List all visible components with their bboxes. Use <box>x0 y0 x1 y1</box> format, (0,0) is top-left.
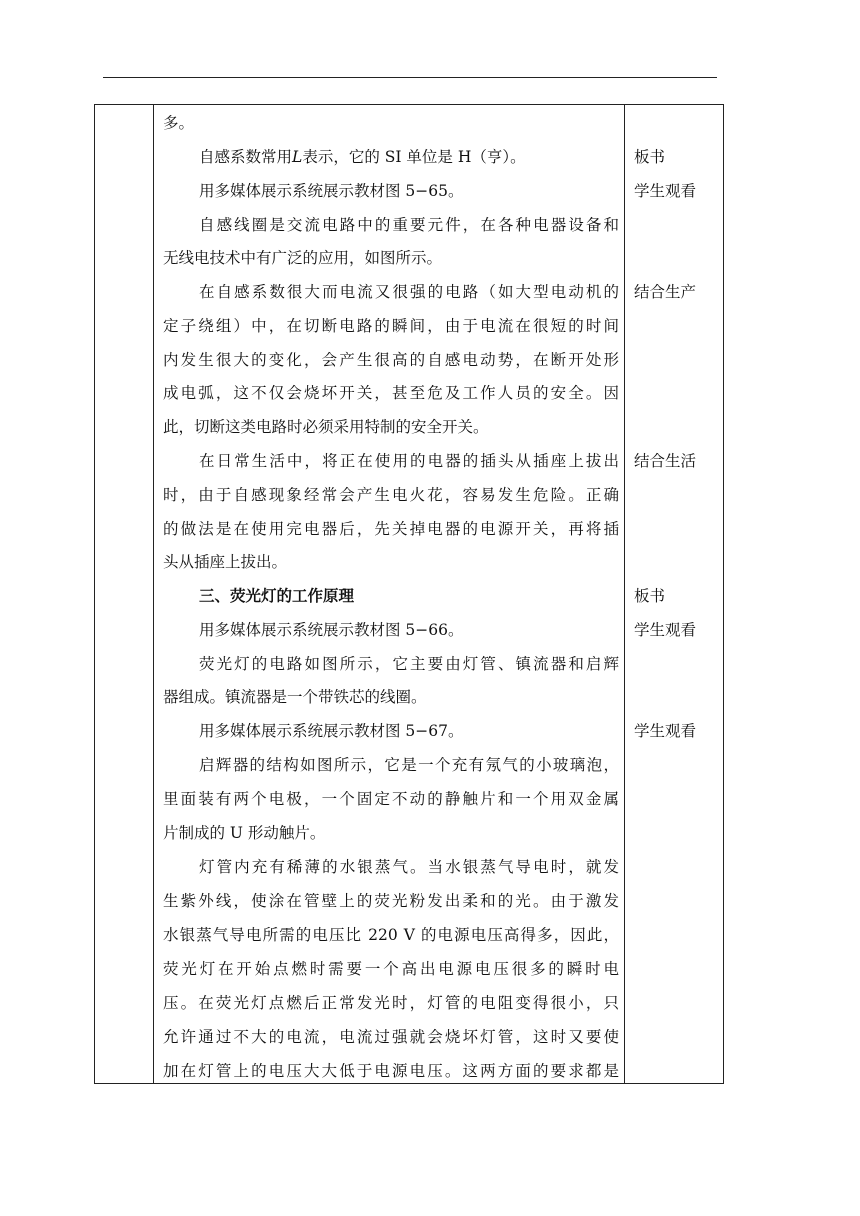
text-line: 此，切断这类电路时必须采用特制的安全开关。 <box>163 418 489 436</box>
text-line: 无线电技术中有广泛的应用，如图所示。 <box>163 249 443 267</box>
note-label: 板书 <box>634 148 666 166</box>
text-line: 荧光灯在开始点燃时需要一个高出电源电压很多的瞬时电 <box>163 960 619 978</box>
text-line: 用多媒体展示系统展示教材图 5−67。 <box>199 722 464 740</box>
text-line: 水银蒸气导电所需的电压比 220 V 的电源电压高得多，因此， <box>163 926 619 944</box>
column-divider-2 <box>624 105 625 1083</box>
text-line: 定子绕组）中，在切断电路的瞬间，由于电流在很短的时间 <box>163 317 619 335</box>
lesson-table <box>94 104 724 1084</box>
note-label: 学生观看 <box>634 621 697 639</box>
text-line: 用多媒体展示系统展示教材图 5−65。 <box>199 182 464 200</box>
text-line: 内发生很大的变化，会产生很高的自感电动势，在断开处形 <box>163 351 619 369</box>
note-label: 板书 <box>634 587 666 605</box>
text-line: 灯管内充有稀薄的水银蒸气。当水银蒸气导电时，就发 <box>199 858 619 876</box>
text-line: 的做法是在使用完电器后，先关掉电器的电源开关，再将插 <box>163 520 619 538</box>
text-line: 生紫外线，使涂在管壁上的荧光粉发出柔和的光。由于激发 <box>163 892 619 910</box>
text-line: 成电弧，这不仅会烧坏开关，甚至危及工作人员的安全。因 <box>163 384 619 402</box>
note-label: 结合生活 <box>634 452 697 470</box>
text-line: 荧光灯的电路如图所示，它主要由灯管、镇流器和启辉 <box>199 655 619 673</box>
text-line: 里面装有两个电极，一个固定不动的静触片和一个用双金属 <box>163 790 619 808</box>
text-line: 在自感系数很大而电流又很强的电路（如大型电动机的 <box>199 283 619 301</box>
text-line: 压。在荧光灯点燃后正常发光时，灯管的电阻变得很小，只 <box>163 994 619 1012</box>
section-heading: 三、荧光灯的工作原理 <box>199 586 355 605</box>
text-segment: 表示，它的 SI 单位是 H（亨）。 <box>302 148 526 166</box>
text-line: 器组成。镇流器是一个带铁芯的线圈。 <box>163 688 427 706</box>
note-label: 学生观看 <box>634 722 697 740</box>
text-line: 用多媒体展示系统展示教材图 5−66。 <box>199 621 464 639</box>
text-line: 启辉器的结构如图所示，它是一个充有氖气的小玻璃泡， <box>199 756 619 774</box>
text-line: 头从插座上拔出。 <box>163 553 288 571</box>
header-rule <box>103 77 717 78</box>
column-divider-1 <box>153 105 154 1083</box>
text-segment: 自感系数常用 <box>199 148 293 166</box>
text-line: 允许通过不大的电流，电流过强就会烧坏灯管，这时又要使 <box>163 1028 619 1046</box>
text-line: 在日常生活中，将正在使用的电器的插头从插座上拔出 <box>199 452 619 470</box>
text-line: 片制成的 U 形动触片。 <box>163 824 326 842</box>
note-label: 结合生产 <box>634 283 697 301</box>
text-line: 加在灯管上的电压大大低于电源电压。这两方面的要求都是 <box>163 1062 619 1080</box>
text-line <box>163 148 619 166</box>
symbol-L: L <box>292 148 303 166</box>
note-label: 学生观看 <box>634 182 697 200</box>
text-line: 自感线圈是交流电路中的重要元件，在各种电器设备和 <box>199 216 619 234</box>
text-line: 多。 <box>163 114 195 132</box>
text-line: 时，由于自感现象经常会产生电火花，容易发生危险。正确 <box>163 486 619 504</box>
